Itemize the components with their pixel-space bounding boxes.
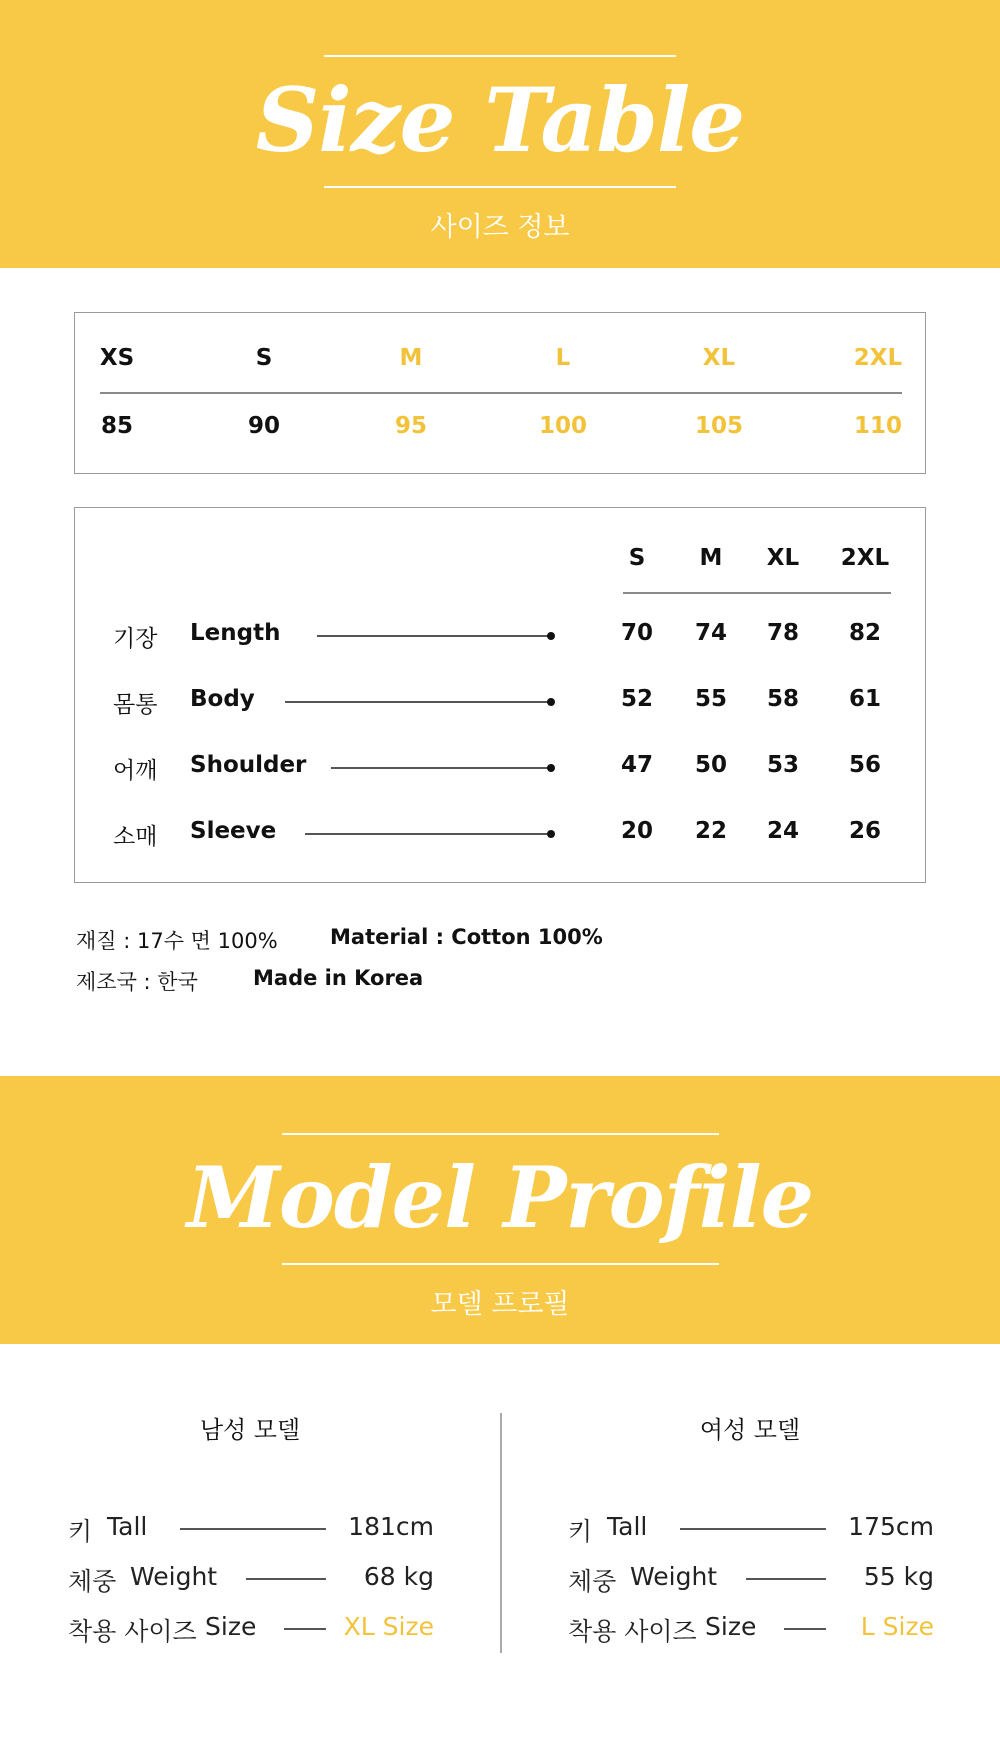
model-divider (500, 1413, 502, 1653)
chest-value-s: 90 (247, 413, 280, 439)
row-label-en-body: Body (190, 686, 255, 712)
sleeve-m: 22 (694, 818, 727, 844)
size-table-banner (0, 0, 1000, 268)
banner-top-rule (324, 55, 676, 57)
col-header-s: S (628, 545, 646, 571)
size-label-l: L (555, 345, 571, 371)
body-m: 55 (694, 686, 727, 712)
length-s: 70 (620, 620, 653, 646)
row-leader-shoulder (331, 767, 549, 769)
model-profile-subtitle: 모델 프로필 (430, 1289, 570, 1320)
male-model-heading: 남성 모델 (199, 1416, 301, 1444)
row-dot-sleeve (547, 830, 555, 838)
male-tall-value: 181cm (348, 1512, 434, 1541)
row-label-ko-shoulder: 어깨 (113, 758, 158, 784)
female-size-en: Size (705, 1612, 757, 1641)
model-banner-top-rule (282, 1133, 719, 1135)
chest-table-divider (100, 392, 902, 394)
female-model-heading: 여성 모델 (699, 1416, 801, 1444)
male-weight-ko: 체중 (68, 1567, 117, 1596)
male-weight-value: 68 kg (363, 1562, 434, 1591)
origin-ko: 제조국 : 한국 (76, 970, 198, 994)
male-weight-en: Weight (130, 1562, 218, 1591)
origin-en: Made in Korea (253, 966, 424, 990)
size-table-subtitle: 사이즈 정보 (430, 212, 570, 243)
male-size-ko: 착용 사이즈 (68, 1617, 197, 1646)
female-weight-value: 55 kg (863, 1562, 934, 1591)
row-dot-body (547, 698, 555, 706)
row-label-ko-body: 몸통 (113, 692, 158, 718)
col-header-xl: XL (766, 545, 800, 571)
shoulder-xl: 53 (766, 752, 799, 778)
row-dot-shoulder (547, 764, 555, 772)
body-s: 52 (620, 686, 653, 712)
body-2xl: 61 (848, 686, 881, 712)
banner-bottom-rule (324, 186, 676, 188)
male-tall-en: Tall (107, 1512, 148, 1541)
chest-value-m: 95 (394, 413, 427, 439)
row-leader-length (317, 635, 549, 637)
female-size-ko: 착용 사이즈 (568, 1617, 697, 1646)
male-tall-ko: 키 (68, 1517, 93, 1546)
col-header-2xl: 2XL (840, 545, 890, 571)
length-xl: 78 (766, 620, 799, 646)
female-size-value: L Size (860, 1612, 934, 1641)
model-banner-bottom-rule (282, 1263, 719, 1265)
row-leader-body (285, 701, 549, 703)
material-en: Material : Cotton 100% (330, 925, 603, 949)
measurement-table (74, 507, 926, 883)
row-label-en-shoulder: Shoulder (190, 752, 307, 778)
male-size-en: Size (205, 1612, 257, 1641)
size-label-2xl: 2XL (853, 345, 903, 371)
model-profile-banner (0, 1076, 1000, 1344)
model-profile-title: Model Profile (186, 1148, 814, 1247)
chest-value-xs: 85 (100, 413, 133, 439)
size-label-m: M (399, 345, 423, 371)
female-weight-ko: 체중 (568, 1567, 617, 1596)
size-label-xs: XS (99, 345, 135, 371)
row-dot-length (547, 632, 555, 640)
chest-value-xl: 105 (694, 413, 743, 439)
material-ko: 재질 : 17수 면 100% (76, 929, 278, 953)
size-label-s: S (255, 345, 273, 371)
col-header-m: M (699, 545, 723, 571)
sleeve-s: 20 (620, 818, 653, 844)
sleeve-xl: 24 (766, 818, 799, 844)
body-xl: 58 (766, 686, 799, 712)
female-tall-value: 175cm (848, 1512, 934, 1541)
row-leader-sleeve (305, 833, 549, 835)
chest-value-2xl: 110 (853, 413, 902, 439)
row-label-en-sleeve: Sleeve (190, 818, 277, 844)
size-label-xl: XL (702, 345, 736, 371)
chest-size-table (74, 312, 926, 474)
female-tall-en: Tall (607, 1512, 648, 1541)
length-2xl: 82 (848, 620, 881, 646)
shoulder-2xl: 56 (848, 752, 881, 778)
length-m: 74 (694, 620, 727, 646)
chest-value-l: 100 (538, 413, 587, 439)
sleeve-2xl: 26 (848, 818, 881, 844)
shoulder-m: 50 (694, 752, 727, 778)
row-label-ko-length: 기장 (113, 626, 158, 652)
female-tall-ko: 키 (568, 1517, 593, 1546)
row-label-ko-sleeve: 소매 (113, 824, 158, 850)
row-label-en-length: Length (190, 620, 281, 646)
female-weight-en: Weight (630, 1562, 718, 1591)
male-size-value: XL Size (343, 1612, 434, 1641)
shoulder-s: 47 (620, 752, 653, 778)
size-table-title: Size Table (255, 68, 745, 172)
measure-table-divider (623, 592, 891, 594)
